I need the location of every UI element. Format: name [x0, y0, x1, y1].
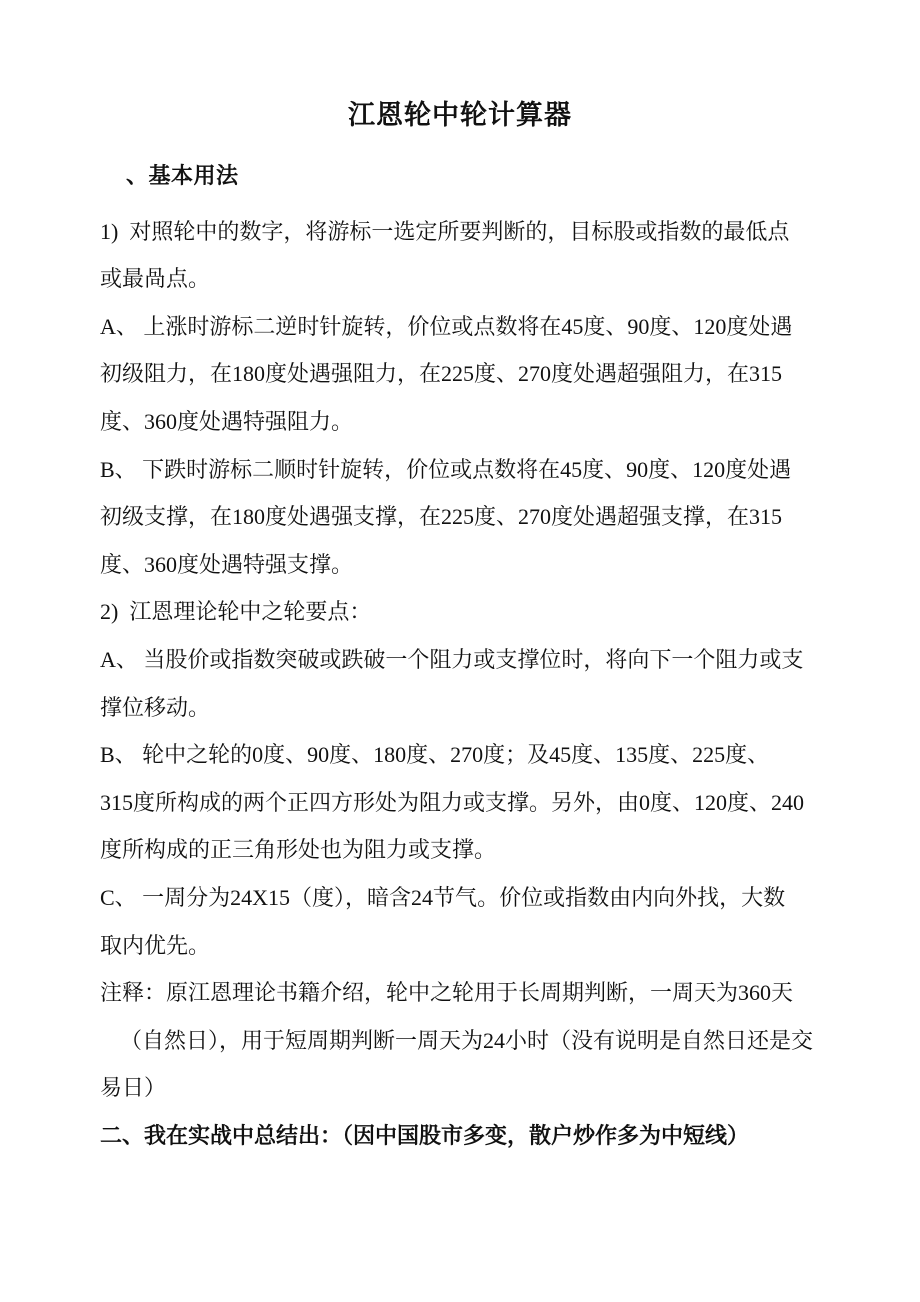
doc-line: A、 当股价或指数突破或跌破一个阻力或支撑位时，将向下一个阻力或支	[100, 646, 804, 672]
doc-line: 度所构成的正三角形处也为阻力或支撑。	[100, 837, 497, 863]
doc-line: 315度所构成的两个正四方形处为阻力或支撑。另外，由0度、120度、240	[100, 789, 805, 815]
doc-line: 注释：原江恩理论书籍介绍，轮中之轮用于长周期判断，一周天为360天	[100, 980, 794, 1006]
doc-line: 或最咼点。	[100, 266, 211, 292]
doc-line: 初级阻力，在180度处遇强阻力，在225度、270度处遇超强阻力，在315	[100, 361, 783, 387]
doc-line: 撑位移动。	[100, 694, 211, 720]
doc-line: 2) 江恩理论轮中之轮要点：	[100, 599, 372, 625]
doc-line: 易日）	[100, 1075, 167, 1101]
doc-line: B、 轮中之轮的0度、90度、180度、270度；及45度、135度、225度、	[100, 742, 770, 768]
page-title: 江恩轮中轮计算器	[348, 100, 572, 130]
doc-line: （自然日），用于短周期判断一周天为24小时（没有说明是自然日还是交	[120, 1027, 814, 1053]
doc-line: 度、360度处遇特强阻力。	[100, 408, 354, 434]
doc-line: 初级支撑，在180度处遇强支撑，在225度、270度处遇超强支撑，在315	[100, 504, 783, 530]
doc-line: 度、360度处遇特强支撑。	[100, 551, 354, 577]
doc-line: A、 上涨时游标二逆时针旋转，价位或点数将在45度、90度、120度处遇	[100, 313, 793, 339]
document-body	[100, 152, 820, 1159]
section-heading-practical-summary: 二、我在实战中总结出：（因中国股市多变，散户炒作多为中短线）	[100, 1122, 750, 1148]
doc-line: 1) 对照轮中的数字，将游标一选定所要判断的，目标股或指数的最低点	[100, 218, 790, 244]
doc-line: B、 下跌时游标二顺时针旋转，价位或点数将在45度、90度、120度处遇	[100, 456, 792, 482]
section-heading-basic-usage: 、基本用法	[126, 163, 239, 188]
doc-line: 取内优先。	[100, 932, 211, 958]
doc-line: C、 一周分为24X15（度），暗含24节气。价位或指数由内向外找，大数	[100, 884, 786, 910]
